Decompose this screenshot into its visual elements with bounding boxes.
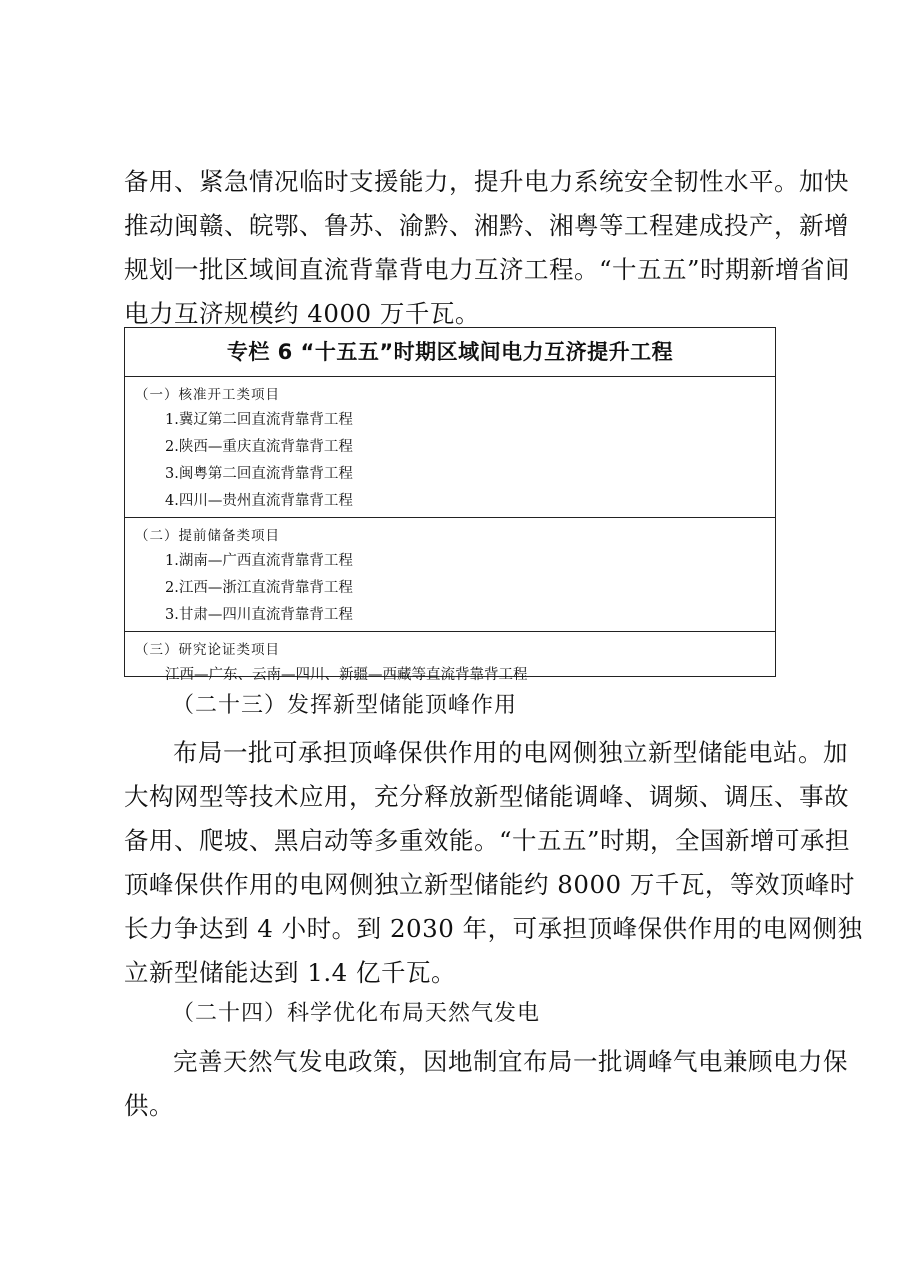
list-item: 2.江西—浙江直流背靠背工程 bbox=[165, 580, 353, 596]
section-title: （二）提前储备类项目 bbox=[135, 528, 280, 544]
text-line: 立新型储能达到 1.4 亿千瓦。 bbox=[124, 958, 457, 987]
heading-gas-power: （二十四）科学优化布局天然气发电 bbox=[172, 1001, 541, 1026]
paragraph-energy-storage bbox=[124, 731, 863, 995]
text-line: 长力争达到 4 小时。到 2030 年，可承担顶峰保供作用的电网侧独 bbox=[124, 914, 863, 943]
list-item: 3.甘肃—四川直流背靠背工程 bbox=[165, 607, 353, 623]
text-line: 电力互济规模约 4000 万千瓦。 bbox=[124, 299, 480, 328]
text-line: 大构网型等技术应用，充分释放新型储能调峰、调频、调压、事故 bbox=[124, 782, 849, 811]
text-line: 完善天然气发电政策，因地制宜布局一批调峰气电兼顾电力保 bbox=[173, 1047, 848, 1076]
text-line: 布局一批可承担顶峰保供作用的电网侧独立新型储能电站。加 bbox=[173, 738, 848, 767]
section-research-projects bbox=[125, 632, 775, 690]
list-item: 江西—广东、云南—四川、新疆—西藏等直流背靠背工程 bbox=[165, 667, 528, 683]
list-item: 1.湖南—广西直流背靠背工程 bbox=[165, 553, 353, 569]
section-approved-projects bbox=[125, 377, 775, 518]
text-line: 供。 bbox=[124, 1091, 174, 1120]
paragraph-grid-support bbox=[124, 160, 851, 336]
list-item: 2.陕西—重庆直流背靠背工程 bbox=[165, 439, 353, 455]
text-line: 顶峰保供作用的电网侧独立新型储能约 8000 万千瓦，等效顶峰时 bbox=[124, 870, 855, 899]
list-item: 3.闽粤第二回直流背靠背工程 bbox=[165, 466, 353, 482]
column-box-6 bbox=[124, 327, 776, 683]
section-title: （一）核准开工类项目 bbox=[135, 387, 280, 403]
text-line: 推动闽赣、皖鄂、鲁苏、渝黔、湘黔、湘粤等工程建成投产，新增 bbox=[124, 211, 849, 240]
heading-energy-storage: （二十三）发挥新型储能顶峰作用 bbox=[172, 693, 518, 718]
section-reserve-projects bbox=[125, 518, 775, 632]
list-item: 4.四川—贵州直流背靠背工程 bbox=[165, 493, 353, 509]
list-item: 1.冀辽第二回直流背靠背工程 bbox=[165, 412, 353, 428]
section-title: （三）研究论证类项目 bbox=[135, 642, 280, 658]
column-box-title: 专栏 6 “十五五”时期区域间电力互济提升工程 bbox=[125, 328, 775, 377]
text-line: 规划一批区域间直流背靠背电力互济工程。“十五五”时期新增省间 bbox=[124, 255, 851, 284]
text-line: 备用、爬坡、黑启动等多重效能。“十五五”时期，全国新增可承担 bbox=[124, 826, 851, 855]
text-line: 备用、紧急情况临时支援能力，提升电力系统安全韧性水平。加快 bbox=[124, 167, 849, 196]
paragraph-gas-power bbox=[124, 1040, 848, 1128]
